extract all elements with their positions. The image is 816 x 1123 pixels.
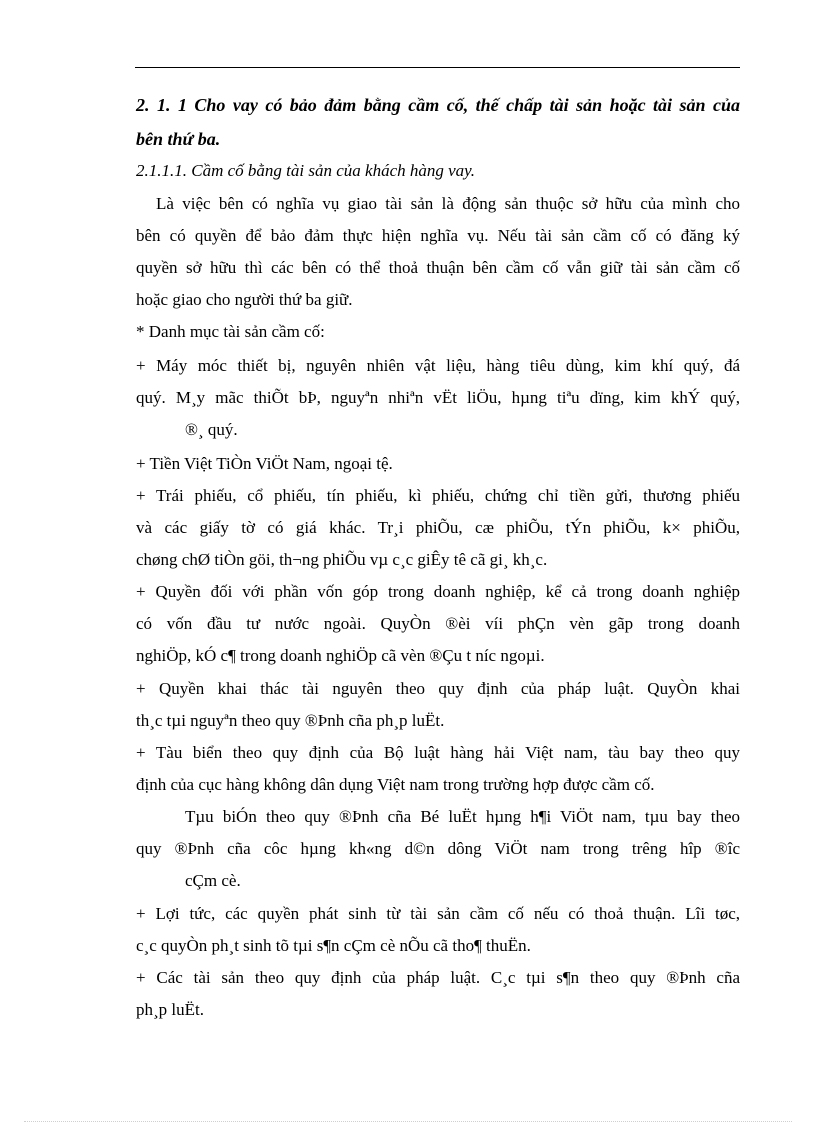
subsection-heading: 2.1.1.1. Cầm cố bằng tài sản của khách hàng vay. [136,161,476,180]
paragraph-line: quyền sở hữu thì các bên có thể thoả thuận bên cầm cố vẫn giữ tài sản cầm cố [136,258,740,277]
header-rule [135,67,740,68]
list-item: + Trái phiếu, cổ phiếu, tín phiếu, kì phiếu, chứng chỉ tiền gửi, thương phiếu [136,486,740,505]
list-item: + Quyền khai thác tài nguyên theo quy định của pháp luật. QuyÒn khai [136,679,740,698]
list-title: * Danh mục tài sản cầm cố: [136,322,325,341]
paragraph-line: Là việc bên có nghĩa vụ giao tài sản là động sản thuộc sở hữu của mình cho [156,194,740,213]
list-item: và các giấy tờ có giá khác. Tr¸i phiÕu, cæ phiÕu, tÝn phiÕu, k× phiÕu, [136,518,740,537]
list-item: + Máy móc thiết bị, nguyên nhiên vật liệu, hàng tiêu dùng, kim khí quý, đá [136,356,740,375]
list-item: cÇm cè. [185,871,241,890]
section-heading-continued: bên thứ ba. [136,129,221,149]
list-item: nghiÖp, kÓ c¶ trong doanh nghiÖp cã vèn ®Çu t níc ngoµi. [136,646,545,665]
list-item: + Lợi tức, các quyền phát sinh từ tài sản cầm cố nếu có thoả thuận. Lîi tøc, [136,904,740,923]
list-item: Tµu biÓn theo quy ®Þnh cña Bé luËt hµng h¶i ViÖt nam, tµu bay theo [185,807,740,826]
list-item: c¸c quyÒn ph¸t sinh tõ tµi s¶n cÇm cè nÕu cã tho¶ thuËn. [136,936,531,955]
paragraph-line: hoặc giao cho người thứ ba giữ. [136,290,353,309]
list-item: chøng chØ tiÒn göi, th¬ng phiÕu vµ c¸c giÊy tê cã gi¸ kh¸c. [136,550,548,569]
list-item: ph¸p luËt. [136,1000,204,1019]
list-item: có vốn đầu tư nước ngoài. QuyÒn ®èi víi phÇn vèn gãp trong doanh [136,614,740,633]
list-item: + Các tài sản theo quy định của pháp luật. C¸c tµi s¶n theo quy ®Þnh cña [136,968,740,987]
list-item: + Tàu biển theo quy định của Bộ luật hàng hải Việt nam, tàu bay theo quy [136,743,740,762]
list-item: định của cục hàng không dân dụng Việt nam trong trường hợp được cầm cố. [136,775,655,794]
footer-rule [24,1121,792,1122]
list-item: quý. M¸y mãc thiÕt bÞ, nguyªn nhiªn vËt liÖu, hµng tiªu dïng, kim khÝ quý, [136,388,740,407]
list-item: th¸c tµi nguyªn theo quy ®Þnh cña ph¸p luËt. [136,711,445,730]
paragraph-line: bên có quyền để bảo đảm thực hiện nghĩa vụ. Nếu tài sản cầm cố có đăng ký [136,226,740,245]
list-item: quy ®Þnh cña côc hµng kh«ng d©n dông ViÖt nam trong trêng hîp ®îc [136,839,740,858]
list-item: + Tiền Việt TiÒn ViÖt Nam, ngoại tệ. [136,454,393,473]
list-item: + Quyền đối với phần vốn góp trong doanh nghiệp, kể cả trong doanh nghiệp [136,582,740,601]
list-item: ®¸ quý. [185,420,238,439]
section-heading: 2. 1. 1 Cho vay có bảo đảm bằng cầm cố, thế chấp tài sản hoặc tài sản của [136,95,740,115]
